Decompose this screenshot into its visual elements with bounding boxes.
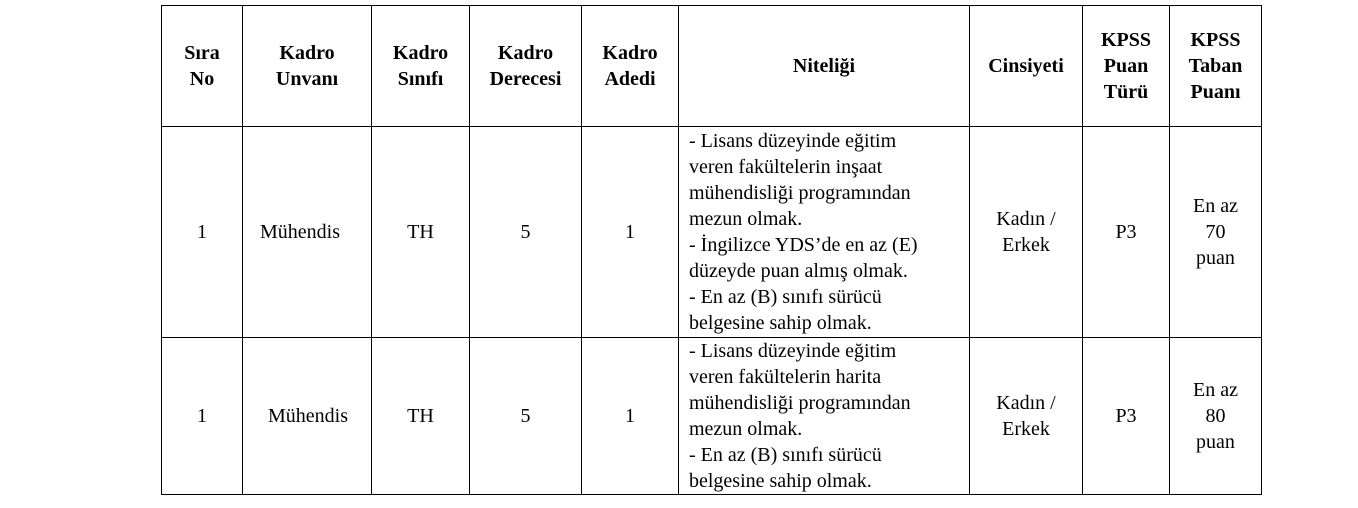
cinsiyeti-cell: Kadın / Erkek bbox=[970, 127, 1083, 338]
header-sira-no: Sıra No bbox=[162, 6, 243, 127]
niteligi-cell: - Lisans düzeyinde eğitim veren fakültelerin harita mühendisliği programından mezun olmak. - En az (B) sınıfı sürücü belgesine sahip olmak. bbox=[679, 338, 970, 495]
header-kpss-puan-turu: KPSS Puan Türü bbox=[1083, 6, 1170, 127]
table-header-row bbox=[162, 6, 1262, 127]
kadro-adedi-cell: 1 bbox=[582, 338, 679, 495]
header-cinsiyeti: Cinsiyeti bbox=[970, 6, 1083, 127]
kadro-derecesi-cell: 5 bbox=[470, 127, 582, 338]
kadro-sinifi-cell: TH bbox=[372, 338, 470, 495]
header-kadro-adedi: Kadro Adedi bbox=[582, 6, 679, 127]
cinsiyeti-cell: Kadın / Erkek bbox=[970, 338, 1083, 495]
kadro-derecesi-cell: 5 bbox=[470, 338, 582, 495]
kpss-puan-turu-cell: P3 bbox=[1083, 338, 1170, 495]
kadro-table bbox=[161, 5, 1262, 495]
sira-no-cell: 1 bbox=[162, 338, 243, 495]
niteligi-cell: - Lisans düzeyinde eğitim veren fakültelerin inşaat mühendisliği programından mezun olmak. - İngilizce YDS’de en az (E) düzeyde puan almış olmak. - En az (B) sınıfı sürücü belgesine sahip olmak. bbox=[679, 127, 970, 338]
table-row bbox=[162, 127, 1262, 338]
kpss-taban-puani-cell: En az 80 puan bbox=[1170, 338, 1262, 495]
kpss-puan-turu-cell: P3 bbox=[1083, 127, 1170, 338]
header-kadro-sinifi: Kadro Sınıfı bbox=[372, 6, 470, 127]
sira-no-cell: 1 bbox=[162, 127, 243, 338]
kadro-unvani-cell: Mühendis bbox=[243, 127, 372, 338]
header-kadro-unvani: Kadro Unvanı bbox=[243, 6, 372, 127]
kadro-adedi-cell: 1 bbox=[582, 127, 679, 338]
header-niteligi: Niteliği bbox=[679, 6, 970, 127]
kadro-sinifi-cell: TH bbox=[372, 127, 470, 338]
header-kadro-derecesi: Kadro Derecesi bbox=[470, 6, 582, 127]
kpss-taban-puani-cell: En az 70 puan bbox=[1170, 127, 1262, 338]
header-kpss-taban-puani: KPSS Taban Puanı bbox=[1170, 6, 1262, 127]
kadro-unvani-cell: Mühendis bbox=[243, 338, 372, 495]
table-row bbox=[162, 338, 1262, 495]
